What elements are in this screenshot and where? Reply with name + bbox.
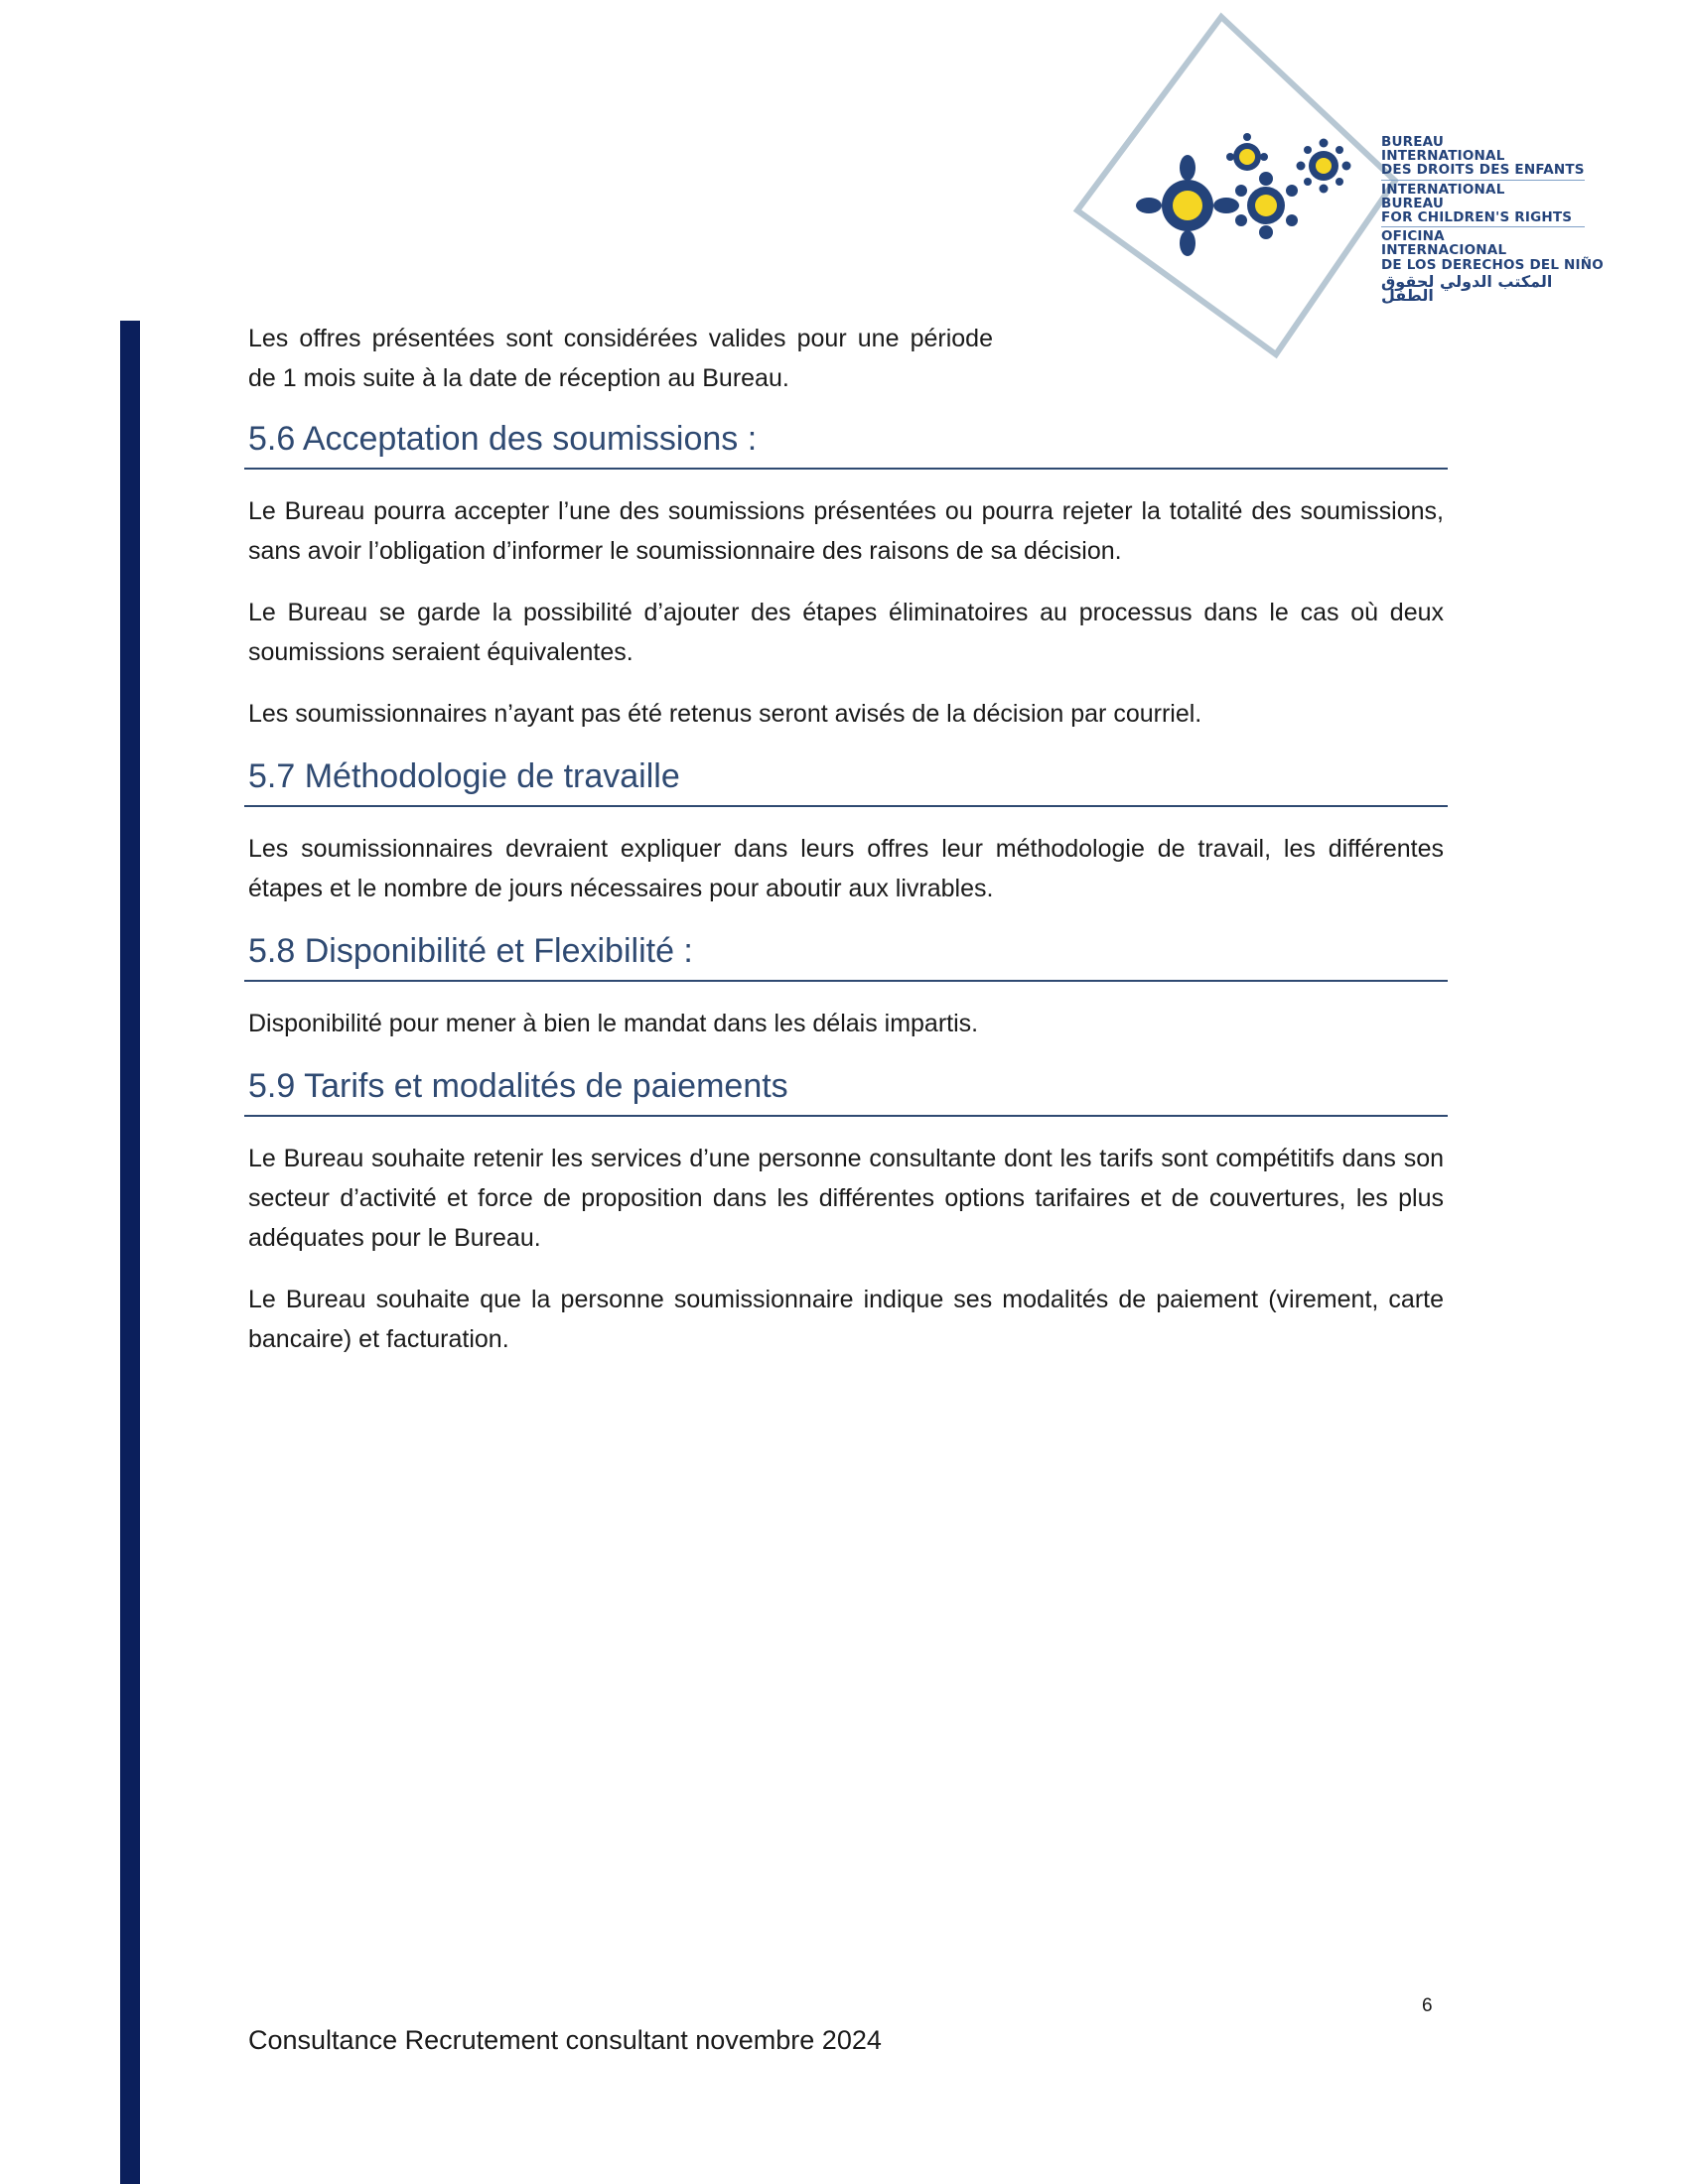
logo-wordmark (1381, 134, 1604, 306)
logo-line: BUREAU (1381, 134, 1445, 150)
logo-text-es (1381, 226, 1604, 273)
section-paragraph: Le Bureau souhaite que la personne soumissionnaire indique ses modalités de paiement (virement, carte bancaire) et facturation. (248, 1286, 1444, 1353)
section-heading-5-9: 5.9 Tarifs et modalités de paiements (244, 1065, 1448, 1117)
logo-line: BUREAU (1381, 195, 1445, 211)
logo-line: INTERNATIONAL (1381, 181, 1505, 198)
section-paragraph: Le Bureau se garde la possibilité d’ajouter des étapes éliminatoires au processus dans le cas où deux soumissions seraient équivalentes. (248, 599, 1444, 666)
section-paragraph: Le Bureau pourra accepter l’une des soumissions présentées ou pourra rejeter la totalité des soumissions, sans avoir l’obligation d’informer le soumissionnaire des raisons de sa décision. (248, 497, 1444, 565)
intro-paragraph: Les offres présentées sont considérées valides pour une période de 1 mois suite à la date de réception au Bureau. (248, 325, 993, 392)
logo-text-ar: المكتب الدولي لحقوق الطفل (1381, 271, 1553, 306)
section-heading-5-7: 5.7 Méthodologie de travaille (244, 755, 1448, 807)
logo-text-en (1381, 180, 1585, 225)
left-margin-bar (120, 321, 140, 2184)
logo-line: DE LOS DERECHOS DEL NIÑO (1381, 256, 1604, 273)
flower-small-icon (1226, 133, 1268, 171)
section-paragraph: Les soumissionnaires n’ayant pas été retenus seront avisés de la décision par courriel. (248, 700, 1202, 728)
section-paragraph: Disponibilité pour mener à bien le mandat dans les délais impartis. (248, 1010, 979, 1037)
logo-line: INTERNACIONAL (1381, 242, 1507, 259)
flower-right-icon (1297, 139, 1351, 194)
section-heading-5-6: 5.6 Acceptation des soumissions : (244, 418, 1448, 470)
logo-text-fr (1381, 135, 1585, 178)
section-paragraph: Les soumissionnaires devraient expliquer dans leurs offres leur méthodologie de travail, les différentes étapes et le nombre de jours nécessaires pour aboutir aux livrables. (248, 835, 1444, 902)
organization-logo (1067, 12, 1623, 364)
flower-large-icon (1136, 155, 1239, 256)
logo-line: FOR CHILDREN'S RIGHTS (1381, 209, 1573, 226)
section-paragraph: Le Bureau souhaite retenir les services d’une personne consultante dont les tarifs sont compétitifs dans son secteur d’activité et force de proposition dans les différentes options tarifaires et de couvertures, les plus adéquates pour le Bureau. (248, 1145, 1444, 1252)
flower-medium-icon (1235, 172, 1298, 239)
footer-text: Consultance Recrutement consultant novembre 2024 (248, 2025, 882, 2055)
logo-line: DES DROITS DES ENFANTS (1381, 162, 1585, 179)
section-heading-5-8: 5.8 Disponibilité et Flexibilité : (244, 930, 1448, 982)
document-body (248, 319, 1444, 1381)
logo-line: OFICINA (1381, 228, 1445, 245)
page-number: 6 (1422, 1995, 1433, 2016)
logo-line: INTERNATIONAL (1381, 148, 1505, 165)
